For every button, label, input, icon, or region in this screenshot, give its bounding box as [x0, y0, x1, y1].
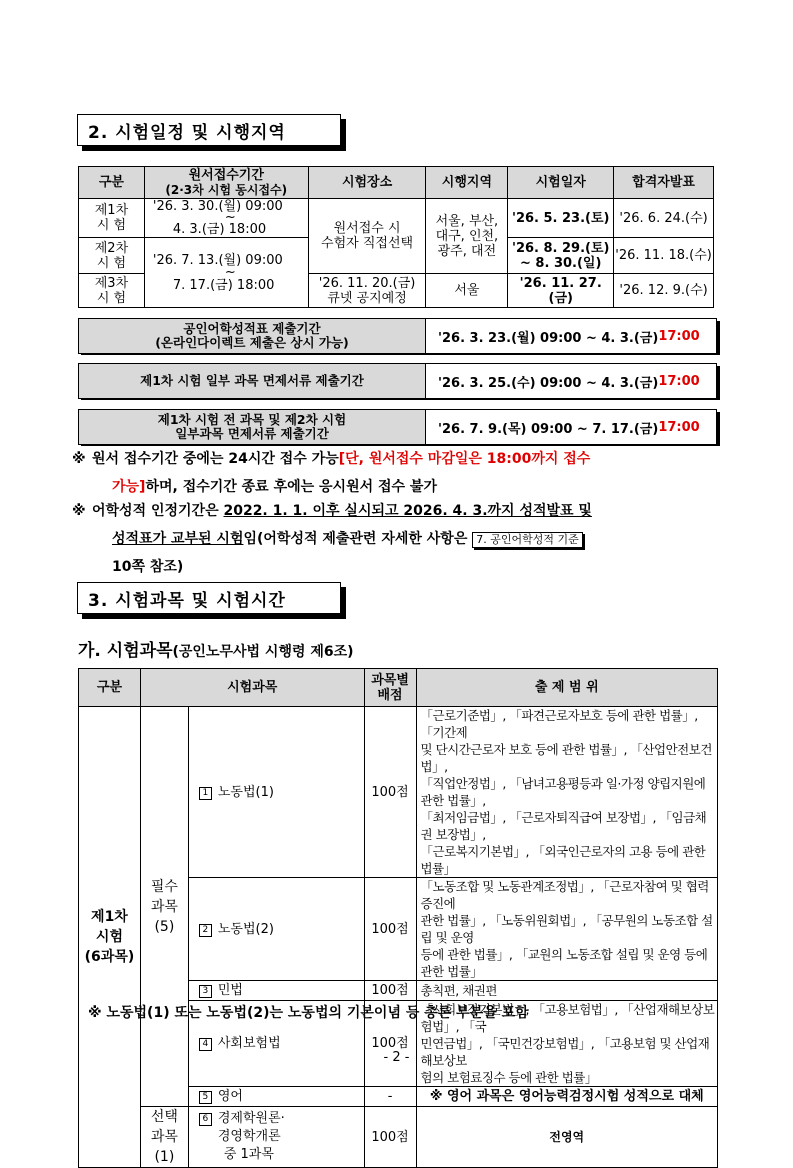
- note-language: ※ 어학성적 인정기간은 2022. 1. 1. 이후 실시되고 2026. 4. 3.까지 성적발표 및 성적표가 교부된 시험임(어학성적 제출관련 자세한 사항은 7. 공인어학성적 기준 10쪽 참조): [72, 503, 592, 575]
- header-receipt: 원서접수기간 (2·3차 시험 동시접수): [144, 167, 308, 199]
- period-value-1: '26. 3. 23.(월) 09:00 ~ 4. 3.(금) 17:00: [438, 328, 700, 346]
- subject-labor-law-2: 2 노동법(2): [188, 878, 364, 981]
- place-3: '26. 11. 20.(금) 큐넷 공지예정: [308, 274, 426, 308]
- subjects-header-category: 구분: [79, 669, 141, 707]
- region-3: 서울: [426, 274, 508, 308]
- section-2-title: [77, 114, 341, 146]
- header-date: 시험일자: [508, 167, 614, 199]
- subjects-table: [78, 668, 718, 1168]
- subsection-title: 가. 시험과목(공인노무사법 시행령 제6조): [78, 641, 354, 661]
- points-6: 100점: [364, 1107, 416, 1168]
- exam-date-1: '26. 5. 23.(토): [508, 199, 614, 238]
- exam1-label: 제1차 시험 (6과목): [79, 707, 141, 1168]
- points-2: 100점: [364, 878, 416, 981]
- row-label-2: 제2차 시 험: [79, 238, 145, 274]
- exam-date-3: '26. 11. 27.(금): [508, 274, 614, 308]
- optional-label: 선택 과목 (1): [140, 1107, 188, 1168]
- period-label-1: 공인어학성적표 제출기간 (온라인다이렉트 제출은 상시 가능): [79, 319, 426, 353]
- period-label-2: 제1차 시험 일부 과목 면제서류 제출기간: [79, 364, 426, 398]
- required-label: 필수 과목 (5): [140, 707, 188, 1107]
- result-date-3: '26. 12. 9.(수): [614, 274, 714, 308]
- row-label-3: 제3차 시 험: [79, 274, 145, 308]
- scope-6: 전영역: [416, 1107, 717, 1168]
- header-place: 시험장소: [308, 167, 426, 199]
- page-number: - 2 -: [383, 1050, 410, 1065]
- points-5: -: [364, 1087, 416, 1107]
- period-exemption-2: [78, 409, 717, 445]
- scope-1: 「근로기준법」, 「파견근로자보호 등에 관한 법률」, 「기간제 및 단시간근로자 보호 등에 관한 법률」, 「산업안전보건법」, 「직업안정법」, 「남녀고용평등과 일·가정 양립지원에 관한 법률」, 「최저임금법」, 「근로자퇴직급여 보장법」, 「임금채권 보장법」, 「근로복지기본법」, 「외국인근로자의 고용 등에 관한 법률」: [416, 707, 717, 878]
- period-language-score: [78, 318, 717, 354]
- header-region: 시행지역: [426, 167, 508, 199]
- section-3-title: [77, 582, 341, 614]
- subject-economics-business: 6 경제학원론· 경영학개론 중 1과목: [188, 1107, 364, 1168]
- subject-civil-law: 3 민법: [188, 981, 364, 1001]
- exam-date-2: '26. 8. 29.(토) ~ 8. 30.(일): [508, 238, 614, 274]
- subjects-header-subject: 시험과목: [140, 669, 364, 707]
- header-result: 합격자발표: [614, 167, 714, 199]
- subjects-header-scope: 출 제 범 위: [416, 669, 717, 707]
- region-1-2: 서울, 부산, 대구, 인천, 광주, 대전: [426, 199, 508, 274]
- section-3-title-text: 3. 시험과목 및 시험시간: [88, 590, 286, 611]
- period-value-3: '26. 7. 9.(목) 09:00 ~ 7. 17.(금) 17:00: [438, 419, 700, 437]
- scope-3: 총칙편, 채권편: [416, 981, 717, 1001]
- schedule-table: [78, 166, 714, 308]
- scope-4: 「사회보장기본법」, 「고용보험법」, 「산업재해보상보험법」, 「국 민연금법」, 「국민건강보험법」, 「고용보험 및 산업재해보상보 험의 보험료징수 등에 관한 법률」: [416, 1001, 717, 1087]
- subject-english: 5 영어: [188, 1087, 364, 1107]
- subjects-header-points: 과목별 배점: [364, 669, 416, 707]
- header-category: 구분: [79, 167, 145, 199]
- section-2-title-text: 2. 시험일정 및 시행지역: [88, 122, 286, 143]
- scope-5: ※ 영어 과목은 영어능력검정시험 성적으로 대체: [416, 1087, 717, 1107]
- period-label-3: 제1차 시험 전 과목 및 제2차 시험 일부과목 면제서류 제출기간: [79, 410, 426, 444]
- subject-social-insurance: 4 사회보험법: [188, 1001, 364, 1087]
- result-date-2: '26. 11. 18.(수): [614, 238, 714, 274]
- subject-labor-law-1: 1 노동법(1): [188, 707, 364, 878]
- points-1: 100점: [364, 707, 416, 878]
- result-date-1: '26. 6. 24.(수): [614, 199, 714, 238]
- period-value-2: '26. 3. 25.(수) 09:00 ~ 4. 3.(금) 17:00: [438, 373, 700, 391]
- scope-2: 「노동조합 및 노동관계조정법」, 「근로자참여 및 협력 증진에 관한 법률」, 「노동위원회법」, 「공무원의 노동조합 설립 및 운영 등에 관한 법률」, 「교원의 노동조합 설립 및 운영 등에 관한 법률」: [416, 878, 717, 981]
- note-receipt: ※ 원서 접수기간 중에는 24시간 접수 가능[단, 원서접수 마감일은 18:00까지 접수 가능]하며, 접수기간 종료 후에는 응시원서 접수 불가: [72, 451, 591, 495]
- points-4: 100점: [364, 1001, 416, 1087]
- reference-link[interactable]: 7. 공인어학성적 기준: [472, 532, 583, 548]
- place-1-2: 원서접수 시 수험자 직접선택: [308, 199, 426, 274]
- row-label-1: 제1차 시 험: [79, 199, 145, 238]
- receipt-period-1: '26. 3. 30.(월) 09:00 ~ 4. 3.(금) 18:00: [144, 199, 308, 238]
- receipt-period-2: '26. 7. 13.(월) 09:00 ~ 7. 17.(금) 18:00: [144, 238, 308, 308]
- period-exemption-1: [78, 363, 717, 399]
- bottom-note: ※ 노동법(1) 또는 노동법(2)는 노동법의 기본이념 등 총론 부분을 포함: [88, 1005, 529, 1021]
- points-3: 100점: [364, 981, 416, 1001]
